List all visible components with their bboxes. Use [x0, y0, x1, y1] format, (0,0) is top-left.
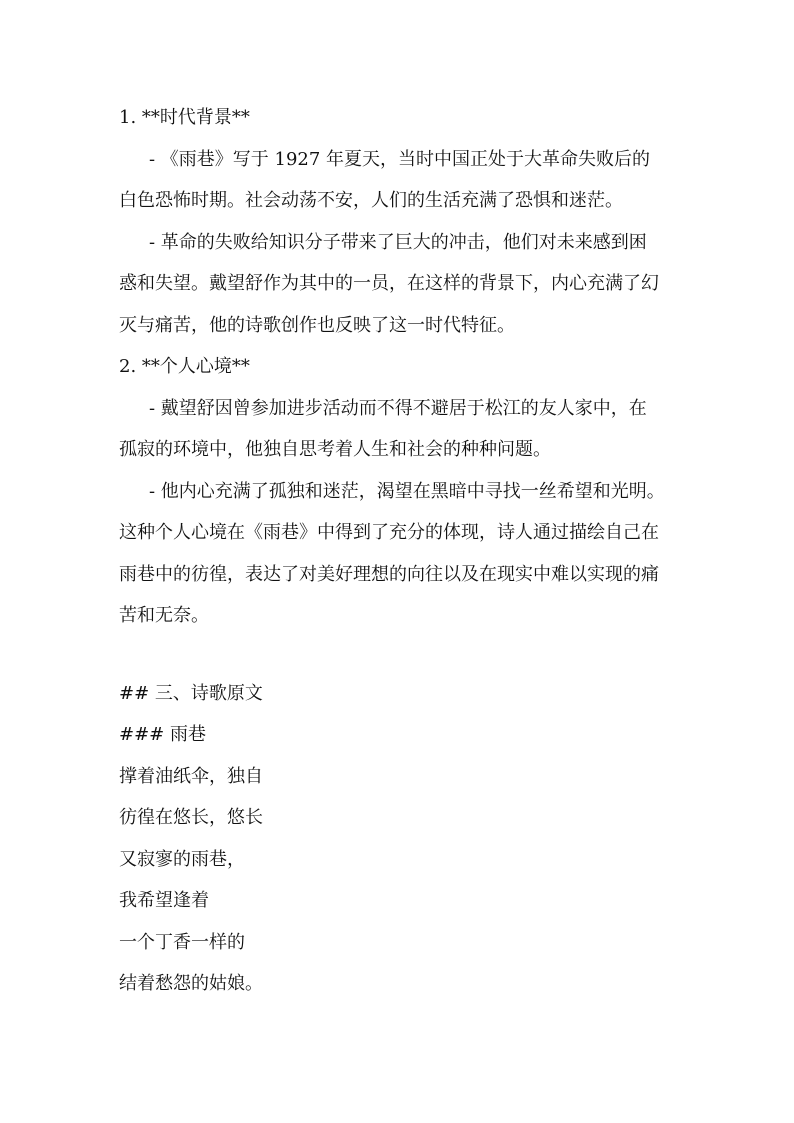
- poem-line: 结着愁怨的姑娘。: [119, 973, 263, 994]
- blank-gap: [119, 644, 684, 680]
- poem-line: 彷徨在悠长，悠长: [119, 807, 263, 828]
- paragraph-line: 这种个人心境在《雨巷》中得到了充分的体现，诗人通过描绘自己在: [119, 522, 659, 543]
- poem-line: 我希望逢着: [119, 890, 209, 911]
- paragraph-line: 孤寂的环境中，他独自思考着人生和社会的种种问题。: [119, 439, 551, 460]
- document-body: [119, 104, 684, 1012]
- paragraph-line: 雨巷中的彷徨，表达了对美好理想的向往以及在现实中难以实现的痛: [119, 563, 659, 585]
- paragraph-line: - 他内心充满了孤独和迷茫，渴望在黑暗中寻找一丝希望和光明。: [149, 480, 665, 502]
- section-heading-personal-mood: 2. **个人心境**: [119, 356, 250, 377]
- paragraph-line: - 戴望舒因曾参加进步活动而不得不避居于松江的友人家中，在: [149, 397, 647, 419]
- paragraph-line: - 《雨巷》写于 1927 年夏天，当时中国正处于大革命失败后的: [149, 148, 651, 170]
- section-heading-era-background: 1. **时代背景**: [119, 107, 250, 128]
- poem-line: 又寂寥的雨巷，: [119, 848, 245, 870]
- paragraph-line: 苦和无奈。: [119, 605, 209, 626]
- paragraph-line: 白色恐怖时期。社会动荡不安，人们的生活充满了恐惧和迷茫。: [119, 190, 623, 211]
- paragraph-line: 灭与痛苦，他的诗歌创作也反映了这一时代特征。: [119, 314, 515, 336]
- paragraph-line: - 革命的失败给知识分子带来了巨大的冲击，他们对未来感到困: [149, 231, 647, 253]
- poem-line: 撑着油纸伞，独自: [119, 765, 263, 787]
- paragraph-line: 惑和失望。戴望舒作为其中的一员，在这样的背景下，内心充满了幻: [119, 273, 659, 294]
- poem-title: ### 雨巷: [119, 724, 206, 745]
- section-heading-poem-original: ## 三、诗歌原文: [119, 682, 263, 704]
- poem-body: [119, 763, 684, 1012]
- poem-line: 一个丁香一样的: [119, 931, 245, 953]
